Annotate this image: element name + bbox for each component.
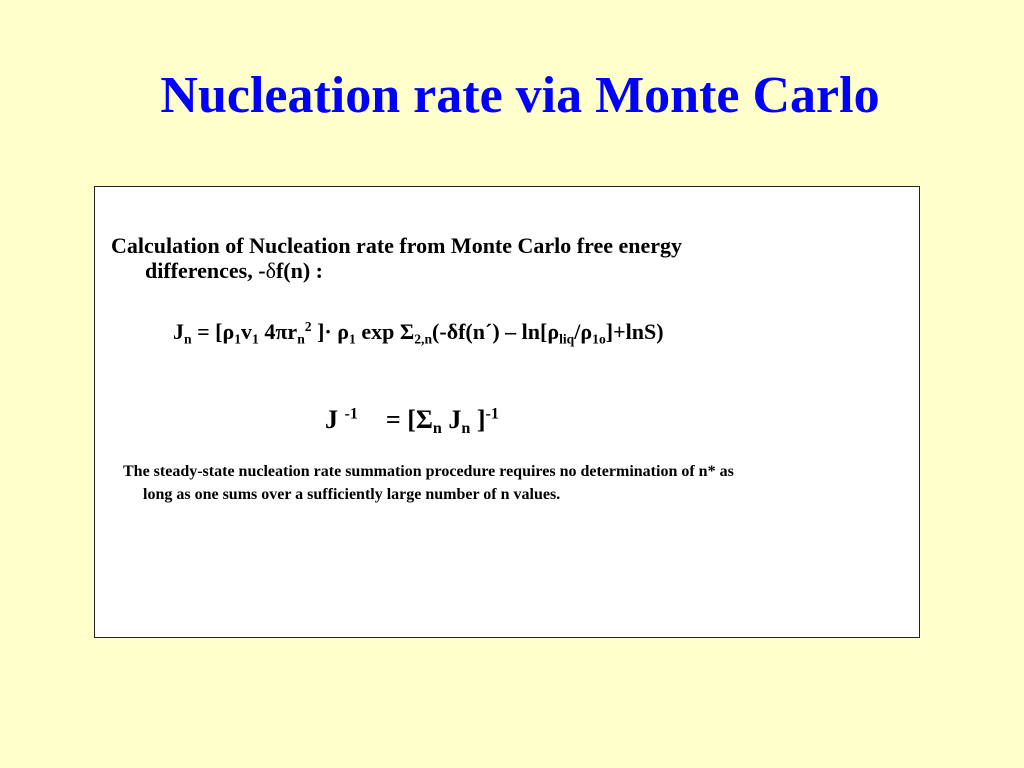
eq1-part4: (- — [432, 319, 447, 345]
eq1-part5: f(n´) – ln[ — [458, 319, 548, 345]
eq2-jn-sub: n — [461, 419, 471, 437]
eq1-v-sub: 1 — [252, 331, 259, 347]
note-line-2: long as one sums over a sufficiently large number of n values. — [143, 486, 561, 503]
summation-note — [123, 460, 893, 506]
eq1-part6: ]+lnS) — [605, 319, 664, 345]
eq1-rho3-sub: liq — [559, 331, 575, 347]
eq2-jn: J — [441, 405, 462, 434]
eq2-j-sup: -1 — [344, 405, 358, 423]
eq2-close-sup: -1 — [485, 405, 499, 423]
eq1-pi: π — [275, 319, 288, 345]
intro-line-2 — [111, 258, 871, 283]
eq1-rho4: ρ — [580, 319, 593, 345]
eq1-rho4-sub: 1o — [592, 331, 606, 347]
eq2-sigma-sub: n — [432, 419, 442, 437]
eq2-sigma: Σ — [415, 405, 433, 434]
eq1-r: r — [287, 319, 298, 345]
eq1-part2: 4 — [258, 319, 276, 345]
eq1-rho1: ρ — [222, 319, 235, 345]
slide-title: Nucleation rate via Monte Carlo — [160, 67, 880, 124]
eq1-rho1-sub: 1 — [234, 331, 242, 347]
intro-line-2-suffix: f(n) : — [275, 258, 323, 283]
inverse-rate-equation — [325, 405, 499, 438]
eq1-rho2-sub: 1 — [349, 331, 356, 347]
eq1-j-sub: n — [184, 331, 192, 347]
delta-symbol: δ — [265, 258, 276, 283]
intro-line-2-prefix: differences, - — [145, 258, 266, 283]
intro-text — [111, 233, 871, 283]
eq2-close: ] — [470, 405, 486, 434]
eq2-equals: = [ — [385, 405, 416, 434]
eq1-rho2: ρ — [337, 319, 350, 345]
eq1-part3: ]· — [311, 319, 338, 345]
eq1-r-sub: n — [297, 331, 305, 347]
eq1-slash: / — [574, 319, 581, 345]
eq1-delta: δ — [446, 319, 459, 345]
note-line-1: The steady-state nucleation rate summation procedure requires no determination of n* as — [123, 463, 734, 480]
eq1-rho3: ρ — [547, 319, 560, 345]
eq1-r-sup: 2 — [304, 319, 312, 334]
eq1-v: v — [241, 319, 253, 345]
eq1-sigma-sub: 2,n — [414, 331, 433, 347]
nucleation-rate-equation — [173, 319, 664, 347]
eq1-sigma: Σ — [399, 319, 415, 345]
eq1-exp: exp — [355, 319, 400, 345]
content-box — [94, 186, 920, 638]
intro-line-1: Calculation of Nucleation rate from Monte Carlo free energy — [111, 233, 683, 258]
eq1-j: J — [173, 319, 184, 345]
eq2-j: J — [325, 405, 338, 434]
eq1-part1: = [ — [191, 319, 223, 345]
